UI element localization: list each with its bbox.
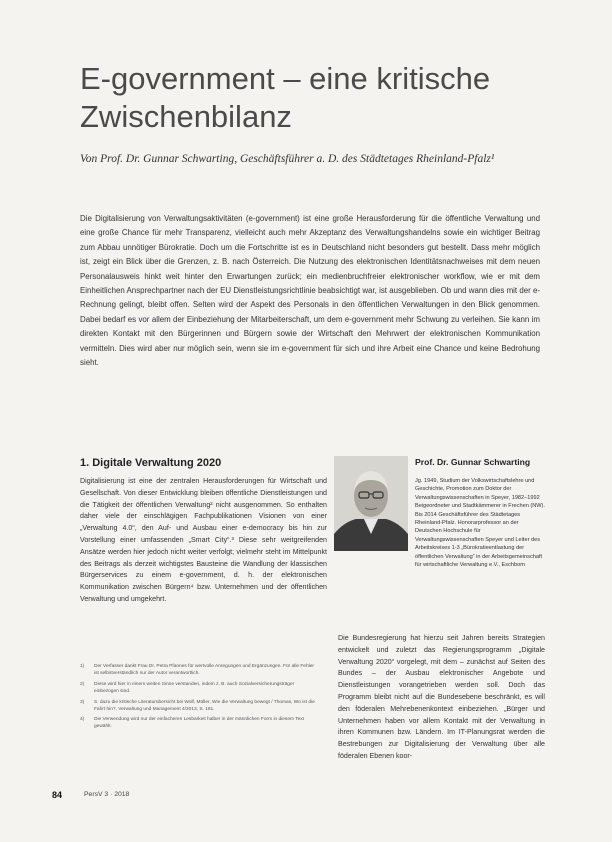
footnote [80,717,315,731]
footnote [80,700,315,714]
footnote-text: S. dazu die kritische Literaturübersicht bei Wolf, Müller, Wie die Verwaltung bewegt / Thomas, Wo ist die Fahrt hin?, Verwaltung und Management 4/2013, S. 181. [94,699,315,712]
page-number: 84 [52,790,63,800]
author-portrait-image [334,456,408,551]
footnote-number: 1) [80,664,85,669]
footnote-text: Diese wird hier in einem weiten Sinne verstanden, indem z. B. auch Sozialversicherungsträger einbezogen sind. [94,681,295,694]
article-byline: Von Prof. Dr. Gunnar Schwarting, Geschäftsführer a. D. des Städtetages Rheinland-Pfalz¹ [80,153,495,165]
footnote-text: Die Verwendung wird nur der einfacheren Lesbarkeit halber in der männlichen Form in diesem Text gewählt. [94,717,305,730]
author-name: Prof. Dr. Gunnar Schwarting [415,457,531,467]
footnote-number: 3) [80,699,85,705]
footnotes [80,664,315,735]
footnote-text: Der Verfasser dankt Frau Dr. Petra Pfannes für wertvolle Anregungen und Ergänzungen. Für alle Fehler ist selbstverständlich nur der Autor verantwortlich. [94,664,314,676]
lead-paragraph: Die Digitalisierung von Verwaltungsaktivitäten (e-government) ist eine große Herausforderung für die öffentliche Verwaltung und eine große Chance für mehr Transparenz, vielleicht auch mehr Akzeptanz des Verwaltungshandelns sowie ein wichtiger Beitrag zum Abbau unnötiger Bürokratie. Doch um die Fortschritte ist es in Deutschland nicht besonders gut bestellt. Dass mehr möglich ist, zeigt ein Blick über die Grenzen, z. B. nach Österreich. Die Nutzung des elektronischen Identitätsnachweises mit dem neuen Personalausweis hinkt weit hinter den Erwartungen zurück; ein medienbruchfreier elektronischer workflow, wie er mit dem Einheitlichen Ansprechpartner nach der EU Dienstleistungsrichtlinie beabsichtigt war, ist ausgeblieben. Ob und wann dies mit der e-Rechnung gelingt, bleibt offen. Selten wird der Aspekt des Personals in den öffentlichen Verwaltungen in den Blick genommen. Dabei bedarf es vor allem der Einbeziehung der Mitarbeiterschaft, um dem e-government mehr Schwung zu verleihen. Sie kann im direkten Kontakt mit den Bürgerinnen und Bürgern sowie der Wirtschaft den Mehrwert der elektronischen Kommunikation vermitteln. Dies wird aber nur möglich sein, wenn sie im e-government für sich und ihre Arbeit eine Chance und keine Bedrohung sieht. [80,214,540,368]
footnote [80,682,315,696]
article-title: E-government – eine kritische Zwischenbilanz [80,61,491,134]
footnote-number: 4) [80,717,85,723]
left-column [80,476,327,606]
right-column [338,633,545,763]
section-body-right: Die Bundesregierung hat hierzu seit Jahren bereits Strategien entwickelt und zuletzt das Regierungsprogramm „Digitale Verwaltung 2020“ vorgelegt, mit dem – zunächst auf Seiten des Bundes – der Ausbau elektronischer Angebote und Dienstleistungen vorangetrieben werden soll. Doch das Programm bleibt nicht auf die Bundesebene beschränkt, es will den föderalen Mehrebenenkontext einbeziehen. „Bürger und Unternehmen haben vor allem Kontakt mit der Verwaltung in ihren Kommunen bzw. Ländern. Im IT-Planungsrat werden die Bestrebungen zur Digitalisierung der Verwaltung über alle föderalen Ebenen koor- [338,634,545,760]
section-heading: 1. Digitale Verwaltung 2020 [80,457,222,469]
author-photo [334,456,408,551]
section-body-left: Digitalisierung ist eine der zentralen Herausforderungen für Wirtschaft und Gesellschaft. Von dieser Entwicklung bleiben öffentliche Dienstleistungen und die Tätigkeit der öffentlichen Verwaltung² nicht ausgenommen. So enthalten daher viele der einschlägigen Fachpublikationen Visionen von einer „Verwaltung 4.0“, den Auf- und Ausbau einer e-democracy bis hin zur Vorstellung einer umfassenden „Smart City“.³ Diese sehr weitgreifenden Ansätze werden hier jedoch nicht weiter verfolgt; vielmehr steht im Mittelpunkt des Beitrags als derzeit wichtigstes Bausteine die Wandlung der klassischen Bürgerservices zu einem e-government, d. h. der elektronischen Kommunikation zwischen Bürgern⁴ bzw. Unternehmen und der öffentlichen Verwaltung und umgekehrt. [80,477,327,603]
author-bio: Jg. 1949, Studium der Volkswirtschaftslehre und Geschichte, Promotion zum Doktor der Verwaltungswissenschaften in Speyer, 1982–1992 Beigeordneter und Stadtkämmerer in Frechen (NW). Bis 2014 Geschäftsführer des Städtetages Rheinland-Pfalz. Honorarprofessor an der Deutschen Hochschule für Verwaltungswissenschaften Speyer und Leiter des Arbeitskreises 1-3 „Bürokratieentlastung der öffentlichen Verwaltung“ in der Arbeitsgemeinschaft für wirtschaftliche Verwaltung e.V., Eschborn [415,478,545,569]
journal-issue: PersV 3 · 2018 [84,791,130,798]
footnote-number: 2) [80,681,85,687]
footnote [80,664,315,678]
